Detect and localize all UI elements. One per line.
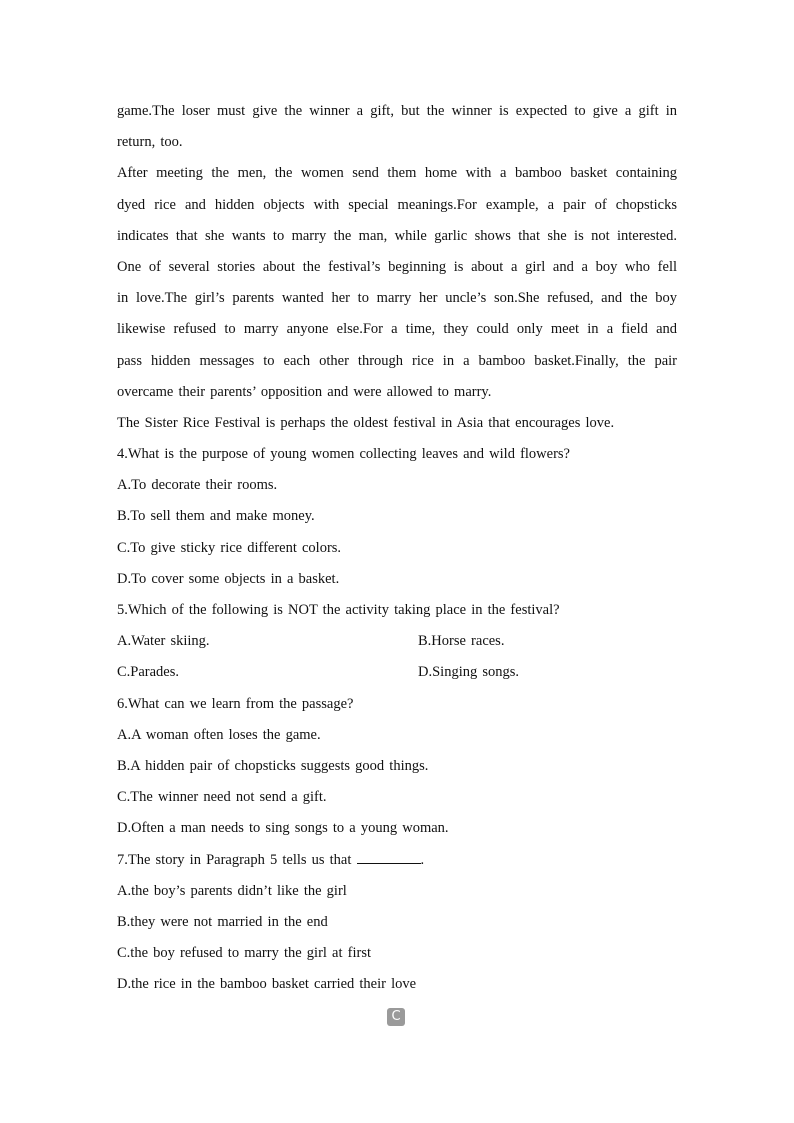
text-line: pass hidden messages to each other through rice in a bamboo basket.Finally, the pair: [117, 352, 677, 369]
option-a: A.Water skiing.: [117, 633, 210, 650]
text-line: overcame their parents’ opposition and were allowed to marry.: [117, 383, 492, 400]
answer-blank: [357, 849, 421, 864]
question-7: [117, 845, 677, 1001]
paragraph-4: The Sister Rice Festival is perhaps the oldest festival in Asia that encourages love.: [117, 414, 615, 431]
option-d: D.To cover some objects in a basket.: [117, 570, 340, 587]
option-b: B.they were not married in the end: [117, 913, 328, 930]
paragraph-1: [117, 96, 677, 158]
option-c: C.Parades.: [117, 664, 180, 681]
question-stem: 5.Which of the following is NOT the activity taking place in the festival?: [117, 602, 560, 618]
option-d: D.Often a man needs to sing songs to a young woman.: [117, 820, 449, 837]
question-stem-end: .: [420, 851, 425, 868]
page-badge-icon: C: [387, 1008, 405, 1026]
question-stem: 4.What is the purpose of young women collecting leaves and wild flowers?: [117, 446, 570, 463]
text-line: One of several stories about the festival’s beginning is about a girl and a boy who fell: [117, 258, 677, 275]
text-line: indicates that she wants to marry the man, while garlic shows that she is not interested.: [117, 227, 677, 244]
option-c: C.The winner need not send a gift.: [117, 789, 327, 806]
option-row: [117, 657, 677, 688]
paragraph-3: [117, 252, 677, 408]
question-stem: [117, 845, 677, 876]
text-line: likewise refused to marry anyone else.For a time, they could only meet in a field and: [117, 321, 677, 338]
text-line: dyed rice and hidden objects with special meanings.For example, a pair of chopsticks: [117, 196, 677, 213]
question-4: [117, 439, 677, 595]
document-page: [117, 96, 677, 1000]
question-6: [117, 689, 677, 845]
option-b: B.Horse races.: [418, 633, 505, 650]
option-a: A.the boy’s parents didn’t like the girl: [117, 882, 347, 899]
option-d: D.the rice in the bamboo basket carried their love: [117, 976, 417, 993]
option-a: A.To decorate their rooms.: [117, 477, 278, 494]
option-a: A.A woman often loses the game.: [117, 726, 321, 743]
text-line: in love.The girl’s parents wanted her to marry her uncle’s son.She refused, and the boy: [117, 290, 677, 307]
option-row: [117, 626, 677, 657]
text-line: return, too.: [117, 134, 183, 151]
option-b: B.To sell them and make money.: [117, 508, 315, 525]
option-d: D.Singing songs.: [418, 664, 520, 681]
option-b: B.A hidden pair of chopsticks suggests good things.: [117, 757, 429, 774]
option-c: C.the boy refused to marry the girl at first: [117, 945, 372, 962]
question-stem: 6.What can we learn from the passage?: [117, 695, 354, 712]
option-c: C.To give sticky rice different colors.: [117, 539, 342, 556]
text-line: After meeting the men, the women send them home with a bamboo basket containing: [117, 165, 677, 182]
paragraph-2: [117, 158, 677, 252]
question-stem-text: 7.The story in Paragraph 5 tells us that: [117, 851, 352, 868]
text-line: game.The loser must give the winner a gift, but the winner is expected to give a gift in: [117, 103, 677, 119]
question-5: [117, 595, 677, 689]
